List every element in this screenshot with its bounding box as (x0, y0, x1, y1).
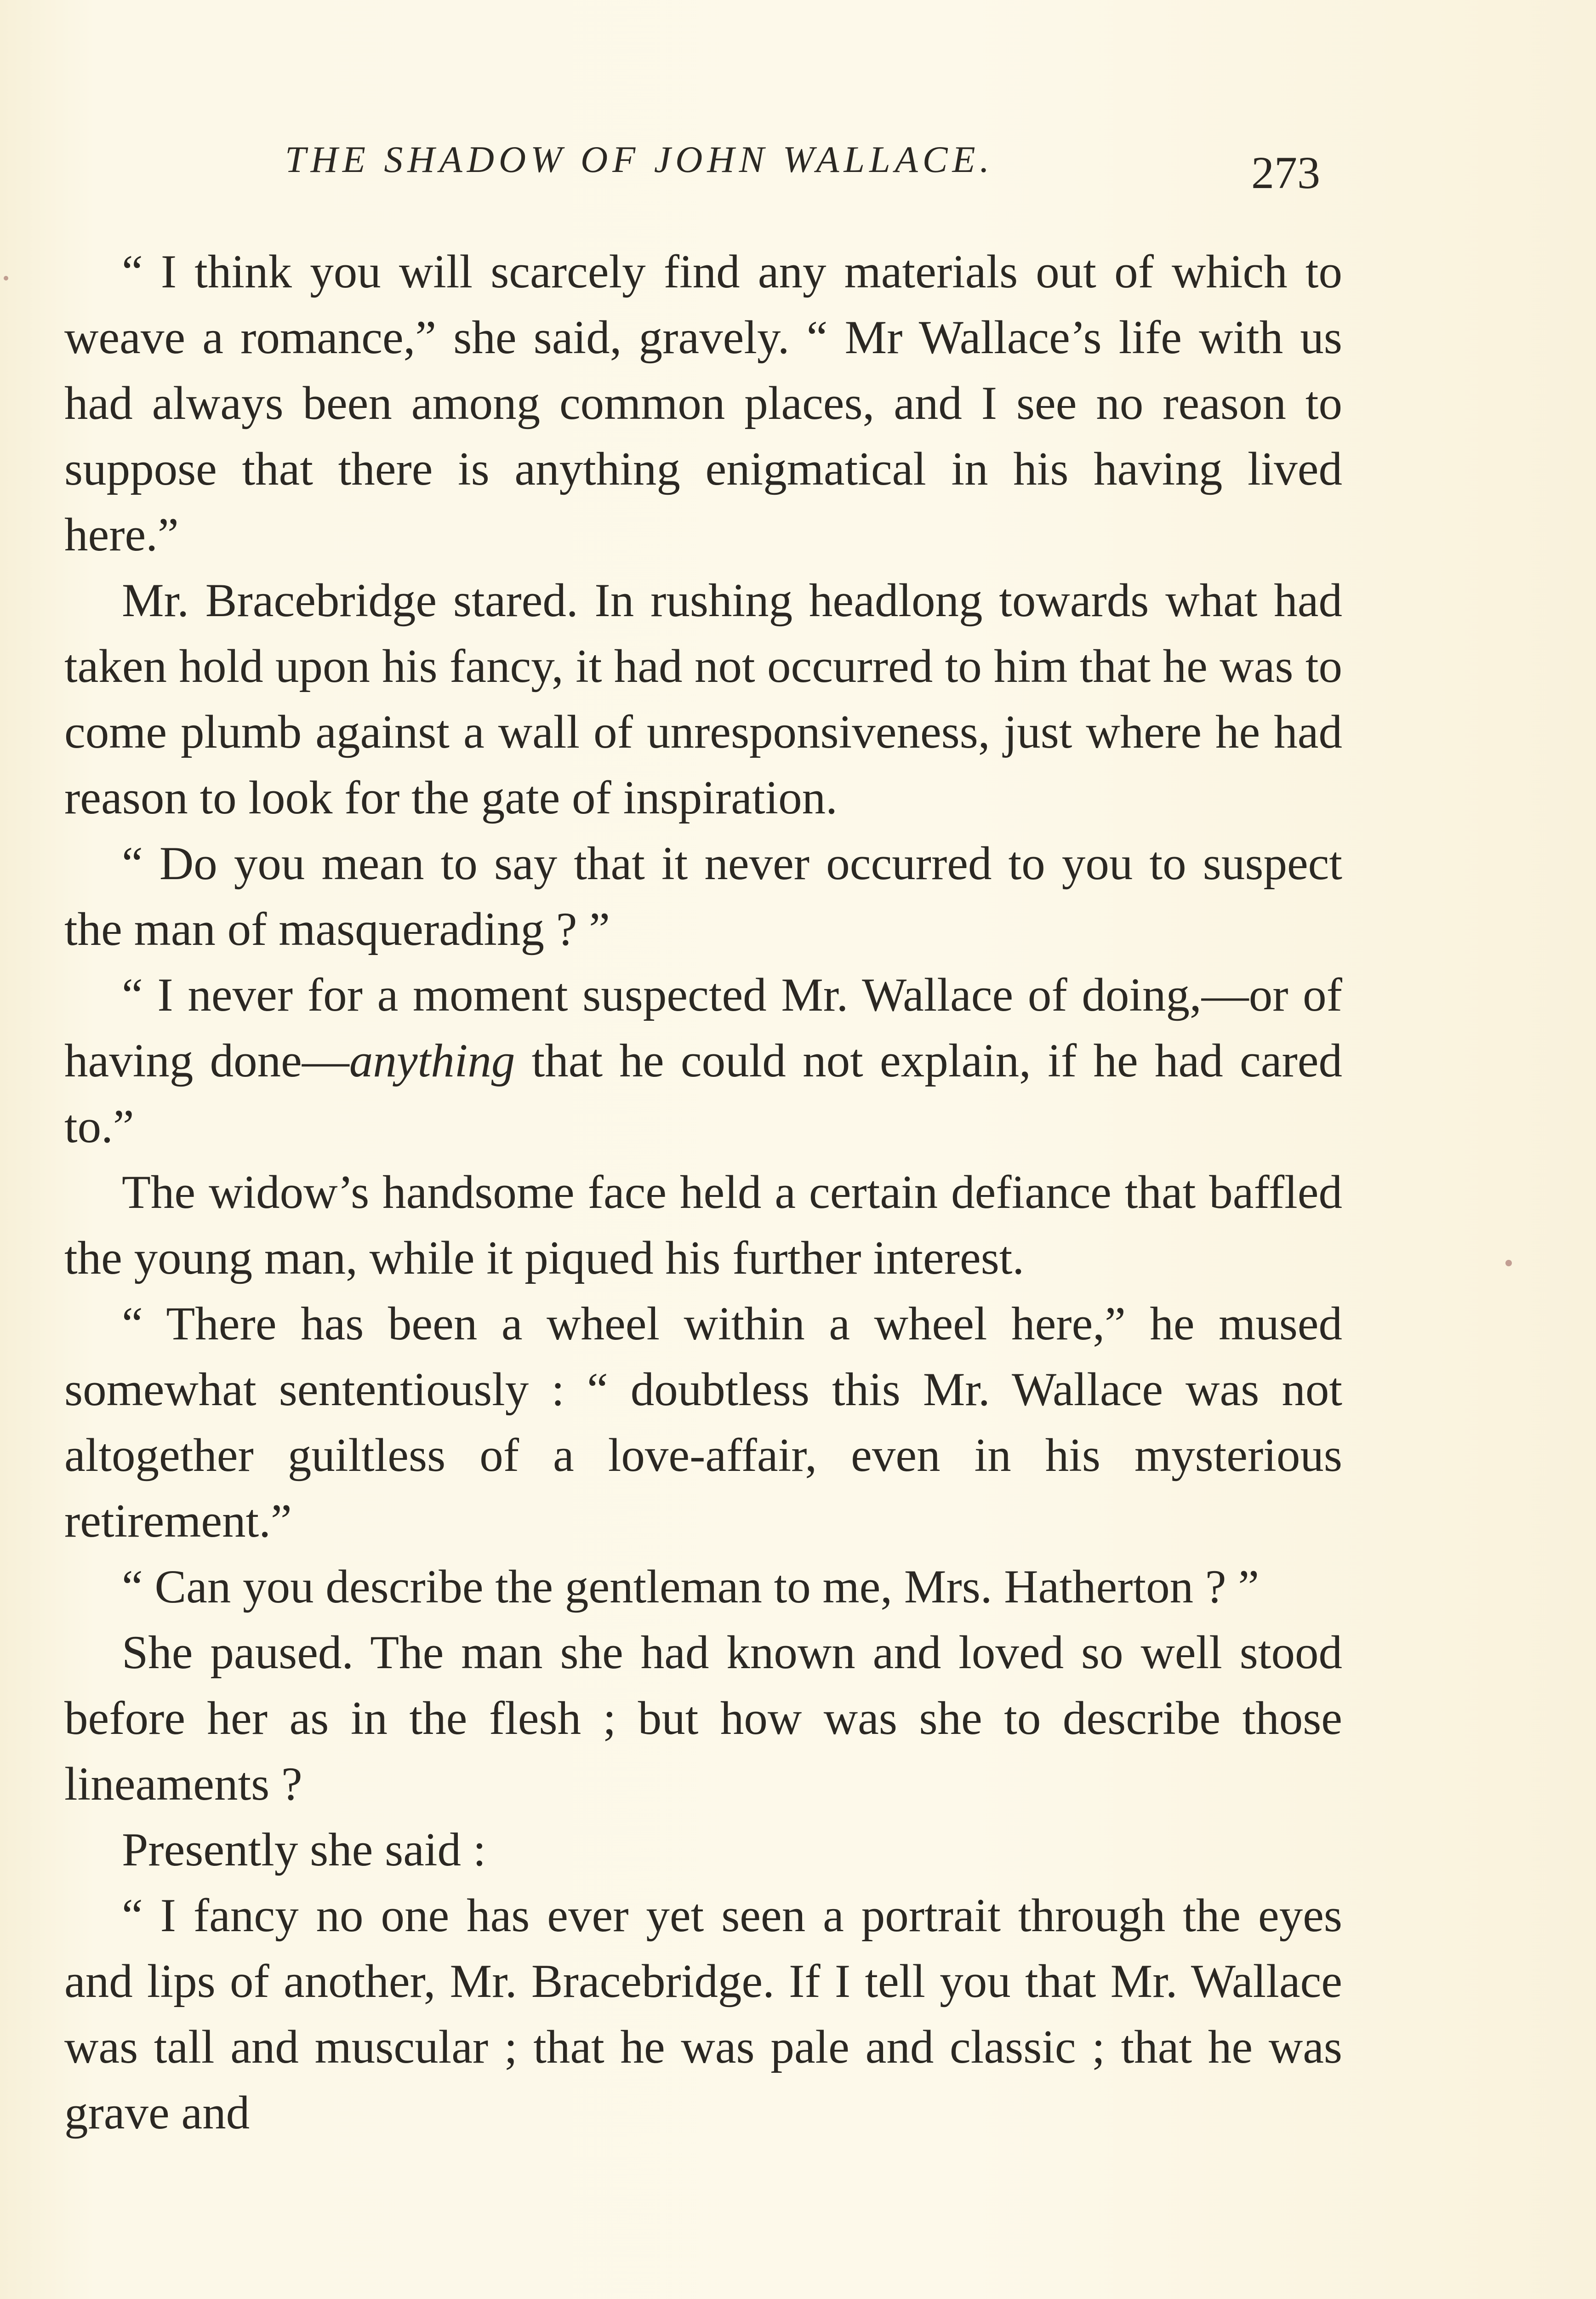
paragraph: “ I think you will scarcely find any materials out of which to weave a romance,” she said, gravely. “ Mr Wallace’s life with us had always been among common places, and I see no reason to suppose that there is anything enigmatical in his having lived here.” (64, 246, 1342, 561)
paragraph-text: “ I never for a moment suspected Mr. Wallace of doing,—or of having done— (64, 969, 1342, 1087)
paragraph: “ Can you describe the gentleman to me, Mrs. Hatherton ? ” (122, 1561, 1260, 1613)
paper-speck (1505, 1260, 1512, 1266)
paper-speck (4, 276, 8, 280)
emphasized-word: anything (349, 1035, 515, 1087)
running-title: THE SHADOW OF JOHN WALLACE. (285, 138, 994, 180)
paragraph: Presently she said : (122, 1824, 486, 1876)
paragraph: “ There has been a wheel within a wheel here,” he mused somewhat sententiously : “ doubtless this Mr. Wallace was not altogether guiltless of a love-affair, even in his mysterious retirement.” (64, 1298, 1342, 1547)
page-number: 273 (1251, 147, 1320, 198)
body-text (64, 239, 1342, 2146)
paragraph-text: that he could not explain, if he had cared to.” (64, 1035, 1342, 1153)
paragraph: The widow’s handsome face held a certain defiance that baffled the young man, while it piqued his further interest. (64, 1166, 1342, 1284)
paragraph: She paused. The man she had known and loved so well stood before her as in the flesh ; but how was she to describe those lineaments ? (64, 1626, 1342, 1810)
paragraph: Mr. Bracebridge stared. In rushing headlong towards what had taken hold upon his fancy, it had not occurred to him that he was to come plumb against a wall of unresponsiveness, just where he had reason to look for the gate of inspiration. (64, 574, 1342, 824)
paragraph (64, 962, 1342, 1160)
paragraph: “ I fancy no one has ever yet seen a portrait through the eyes and lips of another, Mr. Bracebridge. If I tell you that Mr. Wallace was tall and muscular ; that he was pale and classic ; that he was grave and (64, 1889, 1342, 2139)
paragraph: “ Do you mean to say that it never occurred to you to suspect the man of masquerading ? ” (64, 837, 1342, 955)
